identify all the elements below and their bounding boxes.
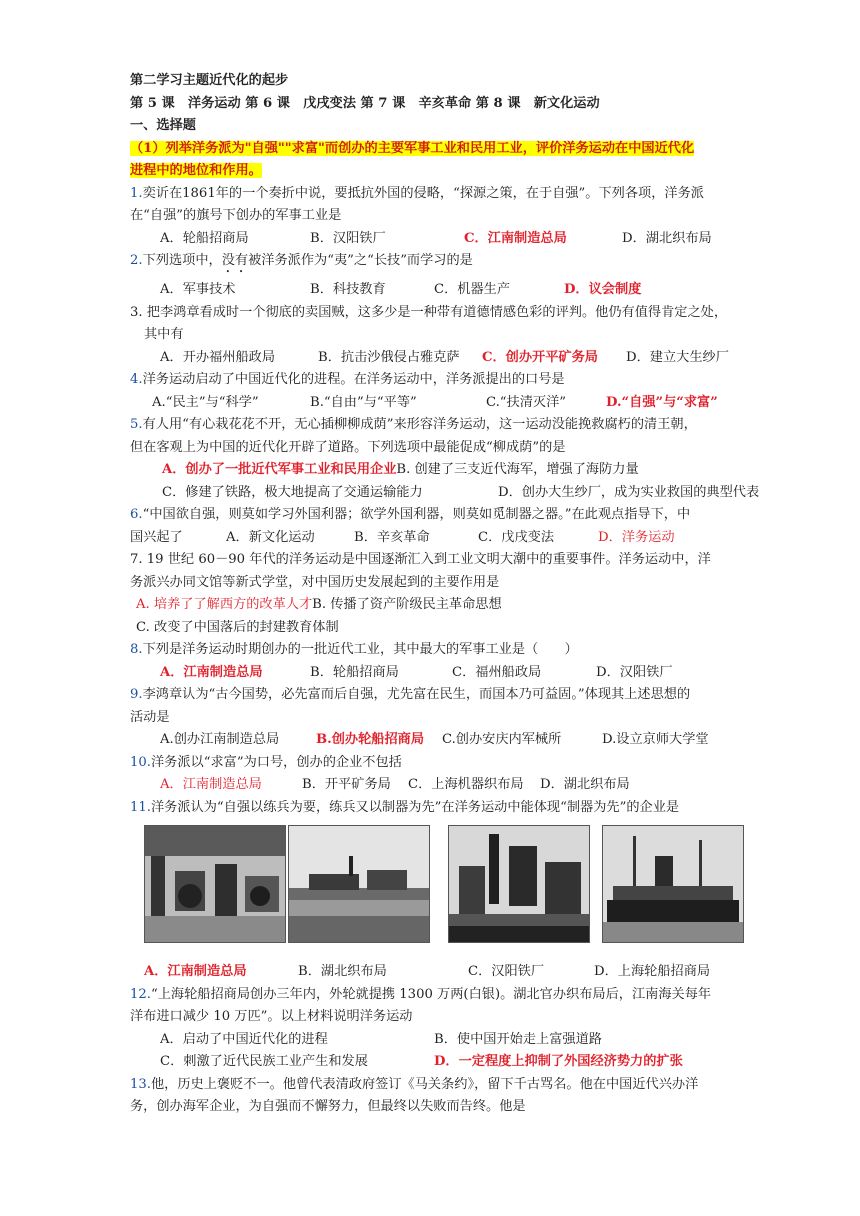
steamship-photo xyxy=(602,825,744,943)
q7-option-a: A. 培养了了解西方的改革人才 xyxy=(136,597,313,612)
question-9 xyxy=(130,684,800,707)
section-heading: 一、选择题 xyxy=(130,118,196,133)
q3-option-c: C．创办开平矿务局 xyxy=(482,349,598,365)
q11-option-d: D．上海轮船招商局 xyxy=(594,964,711,979)
q5-option-a: A．创办了一批近代军事工业和民用企业 xyxy=(162,462,397,477)
photo-row xyxy=(130,825,800,957)
steel-mill-photo xyxy=(448,825,590,943)
q11-options xyxy=(130,961,800,984)
q12-number: 12. xyxy=(130,986,151,1002)
q9-options xyxy=(130,729,800,752)
q10-option-d: D．湖北织布局 xyxy=(540,777,630,792)
q10-option-b: B．开平矿务局 xyxy=(302,777,391,792)
q9-text-2-row xyxy=(130,707,800,730)
q4-text: 洋务运动启动了中国近代化的进程。在洋务运动中，洋务派提出的口号是 xyxy=(142,372,565,387)
q12-option-a: A．启动了中国近代化的进程 xyxy=(160,1031,328,1047)
q9-option-a: A.创办江南制造总局 xyxy=(160,732,280,747)
highlight-line-2: 进程中的地位和作用。 xyxy=(130,163,262,178)
q12-options-2 xyxy=(130,1051,800,1074)
q3-options xyxy=(130,347,800,370)
q1-text-2-row xyxy=(130,205,800,228)
q8-option-a: A．江南制造总局 xyxy=(160,664,263,680)
q2-emphasis: 没有 xyxy=(221,253,249,268)
q4-option-c: C.“扶清灭洋” xyxy=(486,394,567,410)
q10-option-a: A．江南制造总局 xyxy=(160,777,262,792)
q4-number: 4. xyxy=(130,372,143,387)
q12-text-1: “上海轮船招商局创办三年内，外轮就提携 1300 万两(白银)。湖北官办织布局后，江南海关每年 xyxy=(150,986,712,1002)
q7-option-c: C. 改变了中国落后的封建教育体制 xyxy=(136,619,339,635)
q4-option-a: A.“民主”与“科学” xyxy=(152,394,259,410)
question-7 xyxy=(130,549,800,572)
q2-options xyxy=(130,279,800,302)
q5-text-2: 但在客观上为中国的近代化开辟了道路。下列选项中最能促成“柳成荫”的是 xyxy=(130,439,566,455)
lesson-list: 第 5 课 洋务运动 第 6 课 戊戌变法 第 7 课 辛亥革命 第 8 课 新文化运动 xyxy=(130,95,600,111)
question-8 xyxy=(130,639,800,662)
q11-option-c: C．汉阳铁厂 xyxy=(468,964,545,979)
highlight-row-2 xyxy=(130,160,800,183)
q5-option-b: B. 创建了三支近代海军，增强了海防力量 xyxy=(396,462,639,477)
q1-text-1: 奕䜣在1861年的一个奏折中说，要抵抗外国的侵略，“探源之策，在于自强”。下列各项，洋务派 xyxy=(142,185,704,201)
factory-interior-photo xyxy=(144,825,286,943)
q3-option-b: B．抗击沙俄侵占雅克萨 xyxy=(318,349,460,365)
q5-number: 5. xyxy=(130,417,143,432)
q1-option-c: C．江南制造总局 xyxy=(464,230,567,246)
q3-text-2: 其中有 xyxy=(144,327,184,342)
q11-number: 11. xyxy=(130,799,151,815)
q2-option-b: B．科技教育 xyxy=(310,282,386,297)
worksheet-page xyxy=(130,70,800,1119)
q7-option-b: B. 传播了资产阶级民主革命思想 xyxy=(312,597,502,612)
q12-options-1 xyxy=(130,1029,800,1052)
q2-option-a: A．军事技术 xyxy=(160,282,236,297)
q8-options xyxy=(130,662,800,685)
q12-option-c: C．刺激了近代民族工业产生和发展 xyxy=(160,1054,368,1069)
q6-text-2: 国兴起了 xyxy=(130,529,183,545)
q11-option-a: A．江南制造总局 xyxy=(144,964,247,979)
q6-text-2-row xyxy=(130,527,800,550)
q2-text-b: 被洋务派作为“夷”之“长技”而学习的是 xyxy=(248,253,473,268)
q9-option-b: B.创办轮船招商局 xyxy=(316,732,425,747)
question-1 xyxy=(130,183,800,206)
q9-option-c: C.创办安庆内军械所 xyxy=(442,732,562,747)
q9-text-1: 李鸿章认为“古今国势，必先富而后自强，尤先富在民生，而国本乃可益固。”体现其上述思想的 xyxy=(142,687,691,702)
q8-number: 8. xyxy=(130,642,143,657)
q3-text-1: 3. 把李鸿章看成时一个彻底的卖国贼，这多少是一种带有道德情感色彩的评判。他仍有值得肯定之处， xyxy=(130,304,728,320)
q10-option-c: C．上海机器织布局 xyxy=(408,777,524,792)
q2-text-a: 下列选项中， xyxy=(142,253,222,268)
q8-option-b: B．轮船招商局 xyxy=(310,664,399,680)
q13-number: 13. xyxy=(130,1076,151,1092)
q5-option-c: C．修建了铁路，极大地提高了交通运输能力 xyxy=(162,484,423,500)
q5-option-d: D．创办大生纱厂，成为实业救国的典型代表 xyxy=(498,484,760,500)
q6-option-a: A．新文化运动 xyxy=(226,529,315,545)
q10-text: 洋务派以“求富”为口号，创办的企业不包括 xyxy=(150,754,402,770)
q7-options-2 xyxy=(130,617,800,640)
q7-text-1: 7. 19 世纪 60－90 年代的洋务运动是中国逐渐汇入到工业文明大潮中的重要事件。洋务运动中，洋 xyxy=(130,552,711,567)
q13-text-1: 他，历史上褒贬不一。他曾代表清政府签订《马关条约》，留下千古骂名。他在中国近代兴办洋 xyxy=(150,1076,699,1092)
q11-option-b: B．湖北织布局 xyxy=(298,964,387,979)
q1-option-d: D．湖北织布局 xyxy=(622,230,712,246)
q8-option-c: C．福州船政局 xyxy=(452,664,542,680)
question-13 xyxy=(130,1074,800,1097)
q1-option-b: B．汉阳铁厂 xyxy=(310,230,386,246)
q7-options-1 xyxy=(130,594,800,617)
q6-option-c: C．戊戌变法 xyxy=(478,529,555,545)
unit-title: 第二学习主题近代化的起步 xyxy=(130,73,289,88)
q1-option-a: A．轮船招商局 xyxy=(160,230,249,246)
q7-text-2: 务派兴办同文馆等新式学堂，对中国历史发展起到的主要作用是 xyxy=(130,574,500,590)
q10-options xyxy=(130,774,800,797)
question-3 xyxy=(130,302,800,325)
q2-option-c: C．机器生产 xyxy=(434,282,511,297)
q6-text-1: “中国欲自强，则莫如学习外国利器；欲学外国利器，则莫如觅制器之器。”在此观点指导下，中 xyxy=(142,507,691,522)
q6-option-b: B．辛亥革命 xyxy=(354,529,430,545)
q1-number: 1. xyxy=(130,185,143,201)
q5-options-1 xyxy=(130,459,800,482)
question-11 xyxy=(130,797,800,820)
q2-number: 2. xyxy=(130,253,143,268)
q2-option-d: D．议会制度 xyxy=(564,282,642,297)
highlight-block xyxy=(130,138,800,161)
q6-number: 6. xyxy=(130,507,143,522)
q4-option-d: D.“自强”与“求富” xyxy=(606,394,718,410)
q4-option-b: B.“自由”与“平等” xyxy=(310,394,417,410)
q13-text-2-row xyxy=(130,1096,800,1119)
q5-text-1: 有人用“有心栽花花不开，无心插柳柳成荫”来形容洋务运动，这一运动没能挽救腐朽的清王朝， xyxy=(142,417,697,432)
shipyard-photo xyxy=(288,825,430,943)
q7-text-2-row xyxy=(130,572,800,595)
q12-text-2: 洋布进口减少 10 万匹”。以上材料说明洋务运动 xyxy=(130,1009,413,1024)
question-10 xyxy=(130,752,800,775)
q9-number: 9. xyxy=(130,687,143,702)
q4-options xyxy=(130,392,800,415)
q6-option-d: D．洋务运动 xyxy=(598,529,675,545)
highlight-line-1: （1）列举洋务派为"自强""求富"而创办的主要军事工业和民用工业，评价洋务运动在中国近代化 xyxy=(130,140,695,156)
question-4 xyxy=(130,369,800,392)
q5-options-2 xyxy=(130,482,800,505)
q3-option-d: D．建立大生纱厂 xyxy=(626,349,729,365)
q10-number: 10. xyxy=(130,754,151,770)
q5-text-2-row xyxy=(130,437,800,460)
question-2 xyxy=(130,250,800,276)
q1-options xyxy=(130,228,800,251)
q12-text-2-row xyxy=(130,1006,800,1029)
q9-text-2: 活动是 xyxy=(130,709,170,725)
q8-text: 下列是洋务运动时期创办的一批近代工业，其中最大的军事工业是（ ） xyxy=(142,642,578,657)
q1-text-2: 在“自强”的旗号下创办的军事工业是 xyxy=(130,208,342,223)
q12-option-b: B．使中国开始走上富强道路 xyxy=(434,1031,602,1047)
question-5 xyxy=(130,414,800,437)
q8-option-d: D．汉阳铁厂 xyxy=(596,664,673,680)
q3-option-a: A．开办福州船政局 xyxy=(160,349,276,365)
q11-text: 洋务派认为“自强以练兵为要，练兵又以制器为先”在洋务运动中能体现“制器为先”的企业是 xyxy=(150,799,680,815)
q13-text-2: 务，创办海军企业，为自强而不懈努力，但最终以失败而告终。他是 xyxy=(130,1099,526,1114)
question-12 xyxy=(130,984,800,1007)
q3-text-2-row xyxy=(130,324,800,347)
question-6 xyxy=(130,504,800,527)
q9-option-d: D.设立京师大学堂 xyxy=(602,732,709,747)
q12-option-d: D．一定程度上抑制了外国经济势力的扩张 xyxy=(434,1054,683,1069)
